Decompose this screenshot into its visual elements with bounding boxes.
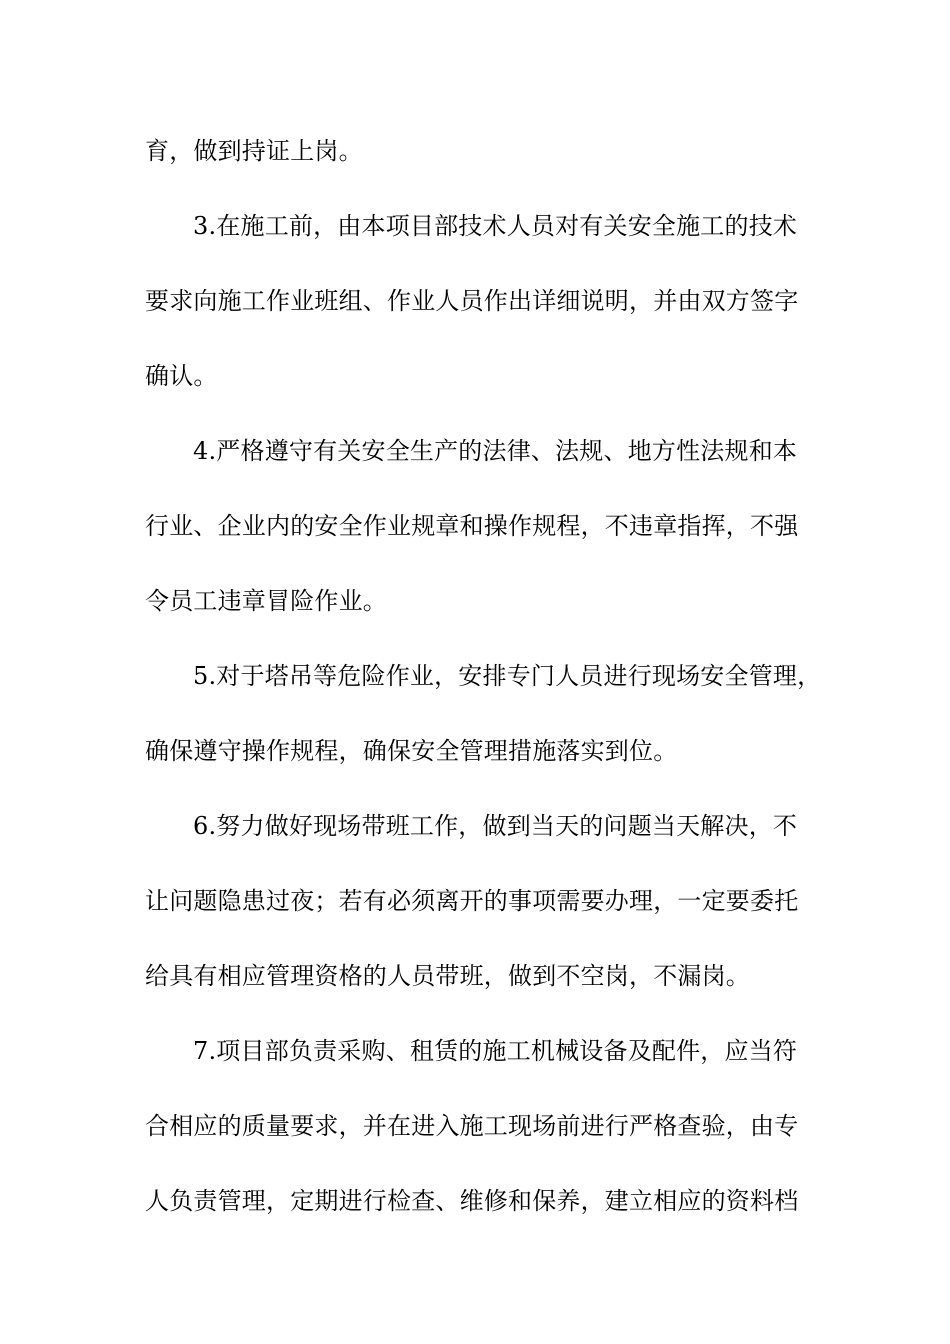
text-line-11: 让问题隐患过夜；若有必须离开的事项需要办理，一定要委托 xyxy=(145,887,799,915)
text-line-9: 确保遵守操作规程，确保安全管理措施落实到位。 xyxy=(145,737,678,765)
text-line-8: 5.对于塔吊等危险作业，安排专门人员进行现场安全管理， xyxy=(193,662,822,690)
text-line-4: 确认。 xyxy=(145,362,218,390)
text-line-1: 育，做到持证上岗。 xyxy=(145,137,363,165)
text-line-3: 要求向施工作业班组、作业人员作出详细说明，并由双方签字 xyxy=(145,287,799,315)
text-line-6: 行业、企业内的安全作业规章和操作规程，不违章指挥，不强 xyxy=(145,512,799,540)
text-line-10: 6.努力做好现场带班工作，做到当天的问题当天解决，不 xyxy=(193,812,798,840)
text-line-12: 给具有相应管理资格的人员带班，做到不空岗，不漏岗。 xyxy=(145,962,750,990)
text-line-2: 3.在施工前，由本项目部技术人员对有关安全施工的技术 xyxy=(193,212,798,240)
text-line-14: 合相应的质量要求，并在进入施工现场前进行严格查验，由专 xyxy=(145,1112,799,1140)
text-line-13: 7.项目部负责采购、租赁的施工机械设备及配件，应当符 xyxy=(193,1037,798,1065)
text-line-15: 人负责管理，定期进行检查、维修和保养，建立相应的资料档 xyxy=(145,1187,799,1215)
text-line-7: 令员工违章冒险作业。 xyxy=(145,587,387,615)
text-line-5: 4.严格遵守有关安全生产的法律、法规、地方性法规和本 xyxy=(193,437,798,465)
